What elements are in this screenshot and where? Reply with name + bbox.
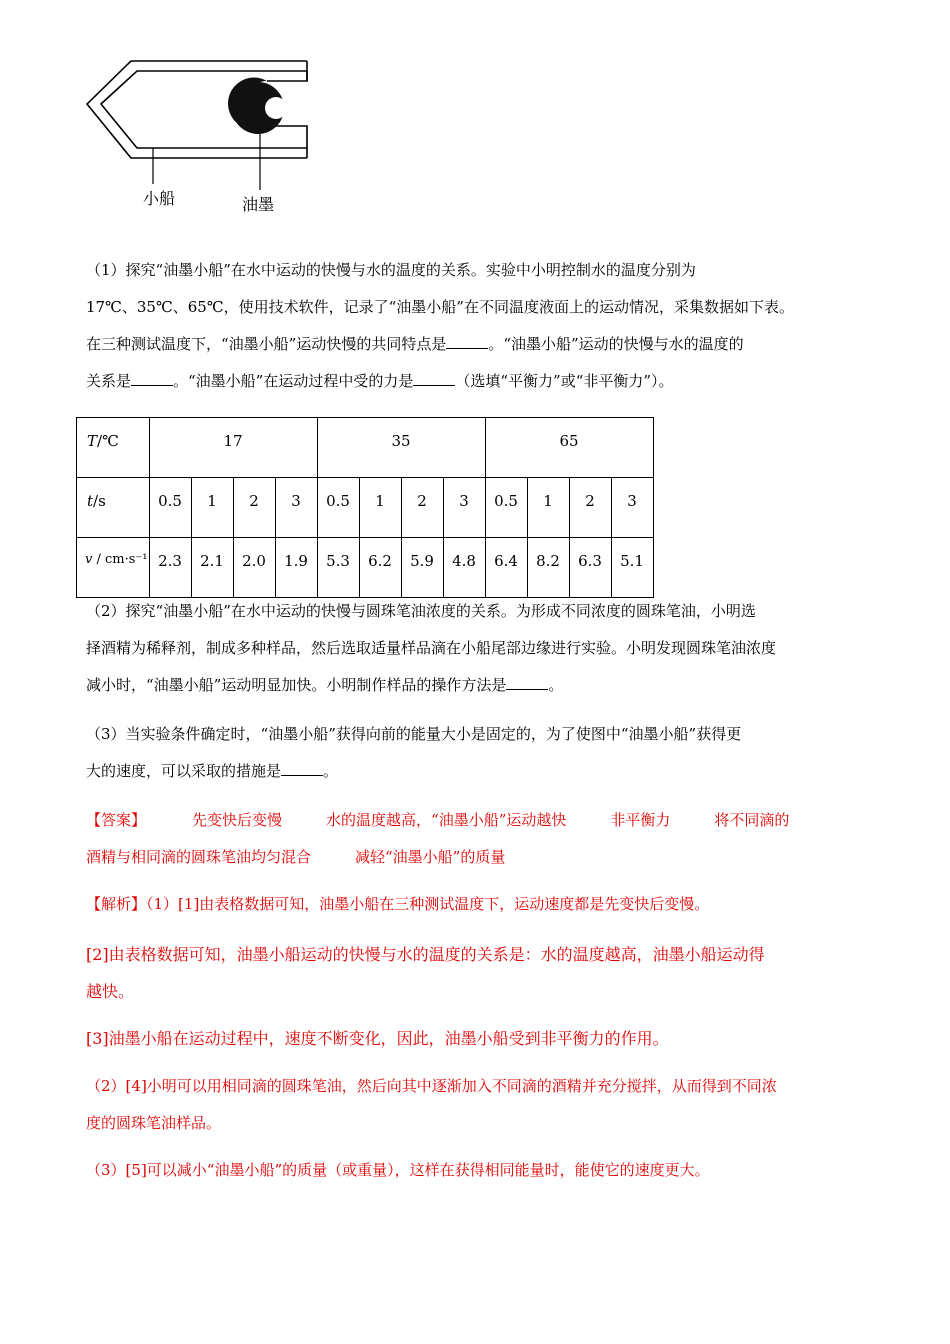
speed-cell: 5.1 — [611, 538, 653, 598]
speed-cell: 2.1 — [191, 538, 233, 598]
speed-cell: 6.2 — [359, 538, 401, 598]
table-row-temperature — [77, 418, 654, 478]
speed-cell: 6.4 — [485, 538, 527, 598]
answer-3: 非平衡力 — [610, 811, 671, 829]
question-1 — [86, 252, 876, 400]
time-cell: 0.5 — [485, 478, 527, 538]
answer-4-part-1: 将不同滴的 — [714, 811, 790, 829]
time-cell: 0.5 — [149, 478, 191, 538]
time-cell: 3 — [443, 478, 485, 538]
temperature-symbol: T — [87, 432, 98, 450]
q1-line-4-text-c: （选填“平衡力”或“非平衡力”）。 — [455, 372, 674, 390]
speed-cell: 2.0 — [233, 538, 275, 598]
answer-2: 水的温度越高，“油墨小船”运动越快 — [326, 811, 567, 829]
time-cell: 2 — [233, 478, 275, 538]
table-row-speed — [77, 538, 654, 598]
time-symbol: t — [87, 492, 94, 510]
ink-label: 油墨 — [242, 195, 275, 214]
time-cell: 3 — [611, 478, 653, 538]
time-cell: 2 — [401, 478, 443, 538]
analysis-p2-line-1: [2]由表格数据可知，油墨小船运动的快慢与水的温度的关系是：水的温度越高，油墨小船运动得 — [86, 945, 765, 964]
time-cell: 0.5 — [317, 478, 359, 538]
q3-line-1: （3）当实验条件确定时，“油墨小船”获得向前的能量大小是固定的，为了使图中“油墨小船”获得更 — [86, 725, 742, 743]
temperature-header — [77, 418, 150, 478]
time-header — [77, 478, 150, 538]
q3-line-2 — [86, 753, 876, 790]
analysis-line-1 — [86, 886, 876, 923]
answer-5: 减轻“油墨小船”的质量 — [355, 848, 506, 866]
analysis-p2 — [86, 936, 876, 1010]
answer-label: 【答案】 — [86, 811, 147, 829]
answer-4-part-2: 酒精与相同滴的圆珠笔油均匀混合 — [86, 848, 312, 866]
ink-notch — [265, 97, 287, 119]
q3-line-2-text-b: 。 — [323, 762, 339, 780]
q2-line-2: 择酒精为稀释剂，制成多种样品，然后选取适量样品滴在小船尾部边缘进行实验。小明发现圆珠笔油浓度 — [86, 639, 777, 657]
q1-line-3 — [86, 326, 876, 363]
temperature-unit: /℃ — [97, 432, 119, 450]
boat-diagram — [80, 52, 340, 222]
q1-line-4 — [86, 363, 876, 400]
speed-cell: 5.9 — [401, 538, 443, 598]
answer-line-1 — [86, 802, 876, 839]
data-table — [76, 417, 654, 598]
analysis-p3-line: [3]油墨小船在运动过程中，速度不断变化，因此，油墨小船受到非平衡力的作用。 — [86, 1029, 669, 1048]
q1-line-3-text-b: 。“油墨小船”运动的快慢与水的温度的 — [488, 335, 744, 353]
speed-cell: 4.8 — [443, 538, 485, 598]
table-row-time — [77, 478, 654, 538]
analysis-p4-line-2: 度的圆珠笔油样品。 — [86, 1114, 222, 1132]
time-unit: /s — [93, 492, 106, 510]
analysis-label: 【解析】 — [86, 895, 147, 913]
speed-header — [77, 538, 150, 598]
speed-cell: 2.3 — [149, 538, 191, 598]
q1-line-2: 17℃、35℃、65℃，使用技术软件，记录了“油墨小船”在不同温度液面上的运动情况，采集数据如下表。 — [86, 298, 794, 316]
speed-symbol: v — [85, 552, 93, 567]
analysis-p1: （1）[1]由表格数据可知，油墨小船在三种测试温度下，运动速度都是先变快后变慢。 — [146, 895, 710, 913]
analysis-p4-line-1: （2）[4]小明可以用相同滴的圆珠笔油，然后向其中逐渐加入不同滴的酒精并充分搅拌，从而得到不同浓 — [86, 1077, 777, 1095]
speed-unit: / cm·s⁻¹ — [92, 552, 148, 567]
q1-line-1: （1）探究“油墨小船”在水中运动的快慢与水的温度的关系。实验中小明控制水的温度分别为 — [86, 261, 696, 279]
time-cell: 1 — [359, 478, 401, 538]
speed-cell: 6.3 — [569, 538, 611, 598]
speed-cell: 1.9 — [275, 538, 317, 598]
answer-blank-2[interactable] — [131, 371, 173, 386]
question-3 — [86, 716, 876, 790]
time-cell: 1 — [527, 478, 569, 538]
speed-cell: 8.2 — [527, 538, 569, 598]
time-cell: 3 — [275, 478, 317, 538]
answer-section — [86, 802, 876, 876]
q2-line-3-text-b: 。 — [548, 676, 564, 694]
analysis-p4 — [86, 1068, 876, 1142]
q2-line-1: （2）探究“油墨小船”在水中运动的快慢与圆珠笔油浓度的关系。为形成不同浓度的圆珠笔油，小明选 — [86, 602, 756, 620]
q1-line-4-text-b: 。“油墨小船”在运动过程中受的力是 — [173, 372, 414, 390]
temperature-cell: 17 — [149, 418, 317, 478]
analysis-section — [86, 886, 876, 923]
speed-cell: 5.3 — [317, 538, 359, 598]
temperature-cell: 65 — [485, 418, 653, 478]
boat-label: 小船 — [143, 189, 176, 208]
answer-line-2 — [86, 839, 876, 876]
q1-line-4-text-a: 关系是 — [86, 372, 132, 390]
temperature-cell: 35 — [317, 418, 485, 478]
boat-figure — [80, 52, 340, 222]
q2-line-3 — [86, 667, 876, 704]
answer-blank-3[interactable] — [413, 371, 455, 386]
analysis-p2-line-2: 越快。 — [86, 982, 135, 1001]
q2-line-3-text-a: 减小时，“油墨小船”运动明显加快。小明制作样品的操作方法是 — [86, 676, 507, 694]
answer-blank-1[interactable] — [446, 334, 488, 349]
analysis-p5-line: （3）[5]可以减小“油墨小船”的质量（或重量），这样在获得相同能量时，能使它的速度更大。 — [86, 1161, 710, 1179]
time-cell: 1 — [191, 478, 233, 538]
answer-1: 先变快后变慢 — [192, 811, 283, 829]
analysis-p3 — [86, 1020, 876, 1057]
q3-line-2-text-a: 大的速度，可以采取的措施是 — [86, 762, 282, 780]
analysis-p5 — [86, 1152, 876, 1189]
question-2 — [86, 593, 876, 704]
q1-line-3-text-a: 在三种测试温度下，“油墨小船”运动快慢的共同特点是 — [86, 335, 447, 353]
time-cell: 2 — [569, 478, 611, 538]
answer-blank-4[interactable] — [506, 675, 548, 690]
answer-blank-5[interactable] — [281, 761, 323, 776]
